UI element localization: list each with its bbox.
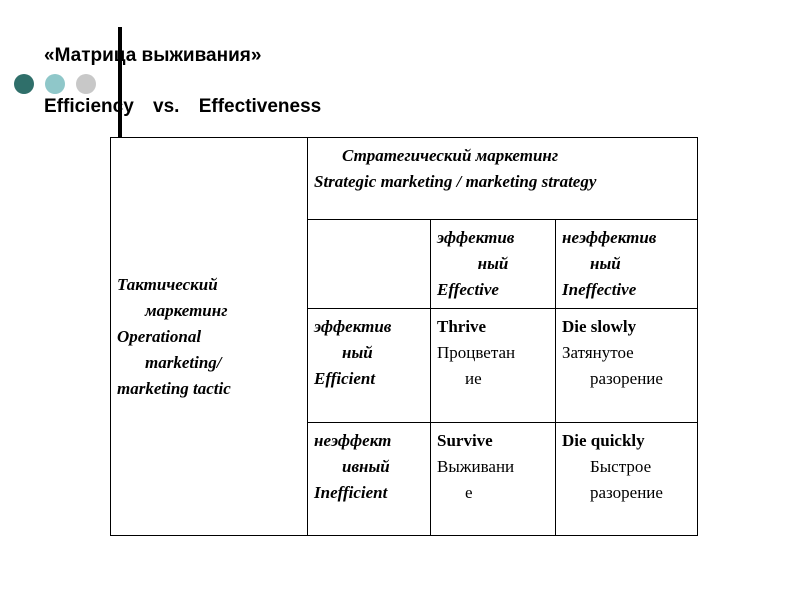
col-effective-ru-b: ный [477,254,509,273]
cell-survive-ru-b: е [465,483,473,502]
row-header-ru-1: Тактический [117,274,218,294]
cell-survive-en: Survive [437,431,493,450]
cell-die-quickly-ru-a: Быстрое [590,457,652,476]
row-header-en-3: marketing tactic [117,378,231,398]
empty-corner-cell [308,220,431,309]
col-header-en: Strategic marketing / marketing strategy [314,172,597,191]
cell-die-slowly-en: Die slowly [562,317,637,336]
col-header-ru: Стратегический маркетинг [342,146,559,165]
dot-light-teal [45,74,65,94]
row-inefficient-ru-a: неэффект [314,431,392,450]
col-ineffective-en: Ineffective [562,280,637,299]
slide-title: «Матрица выживания» [44,45,262,66]
row-header-cell [111,138,308,536]
row-efficient-ru-a: эффектив [314,317,392,336]
cell-survive-ru-a: Выживани [437,457,515,476]
dot-dark-teal [14,74,34,94]
survival-matrix-table [110,137,698,536]
cell-die-quickly-ru-b: разорение [590,483,663,502]
row-header-ru-2: маркетинг [145,300,228,320]
cell-die-slowly-ru-b: разорение [590,369,663,388]
dot-gray [76,74,96,94]
cell-die-quickly [556,423,698,536]
slide-subtitle: Efficiency vs. Effectiveness [44,96,322,117]
cell-thrive-en: Thrive [437,317,487,336]
cell-thrive [431,309,556,423]
row-header-en-2: marketing/ [145,352,222,372]
col-ineffective-cell [556,220,698,309]
decorative-dots [14,74,96,94]
col-ineffective-ru-b: ный [590,254,621,273]
cell-survive [431,423,556,536]
col-effective-cell [431,220,556,309]
col-effective-en: Effective [437,280,499,299]
col-header-cell [308,138,698,220]
cell-thrive-ru-a: Процветан [437,343,516,362]
vertical-accent-bar [118,27,122,137]
row-efficient-cell [308,309,431,423]
cell-thrive-ru-b: ие [465,369,482,388]
col-ineffective-ru-a: неэффектив [562,228,657,247]
cell-die-quickly-en: Die quickly [562,431,645,450]
row-inefficient-en: Inefficient [314,483,388,502]
cell-die-slowly [556,309,698,423]
row-inefficient-cell [308,423,431,536]
row-header-en-1: Operational [117,326,202,346]
row-inefficient-ru-b: ивный [342,457,390,476]
col-effective-ru-a: эффектив [437,228,515,247]
cell-die-slowly-ru-a: Затянутое [562,343,634,362]
row-efficient-ru-b: ный [342,343,373,362]
row-efficient-en: Efficient [314,369,376,388]
